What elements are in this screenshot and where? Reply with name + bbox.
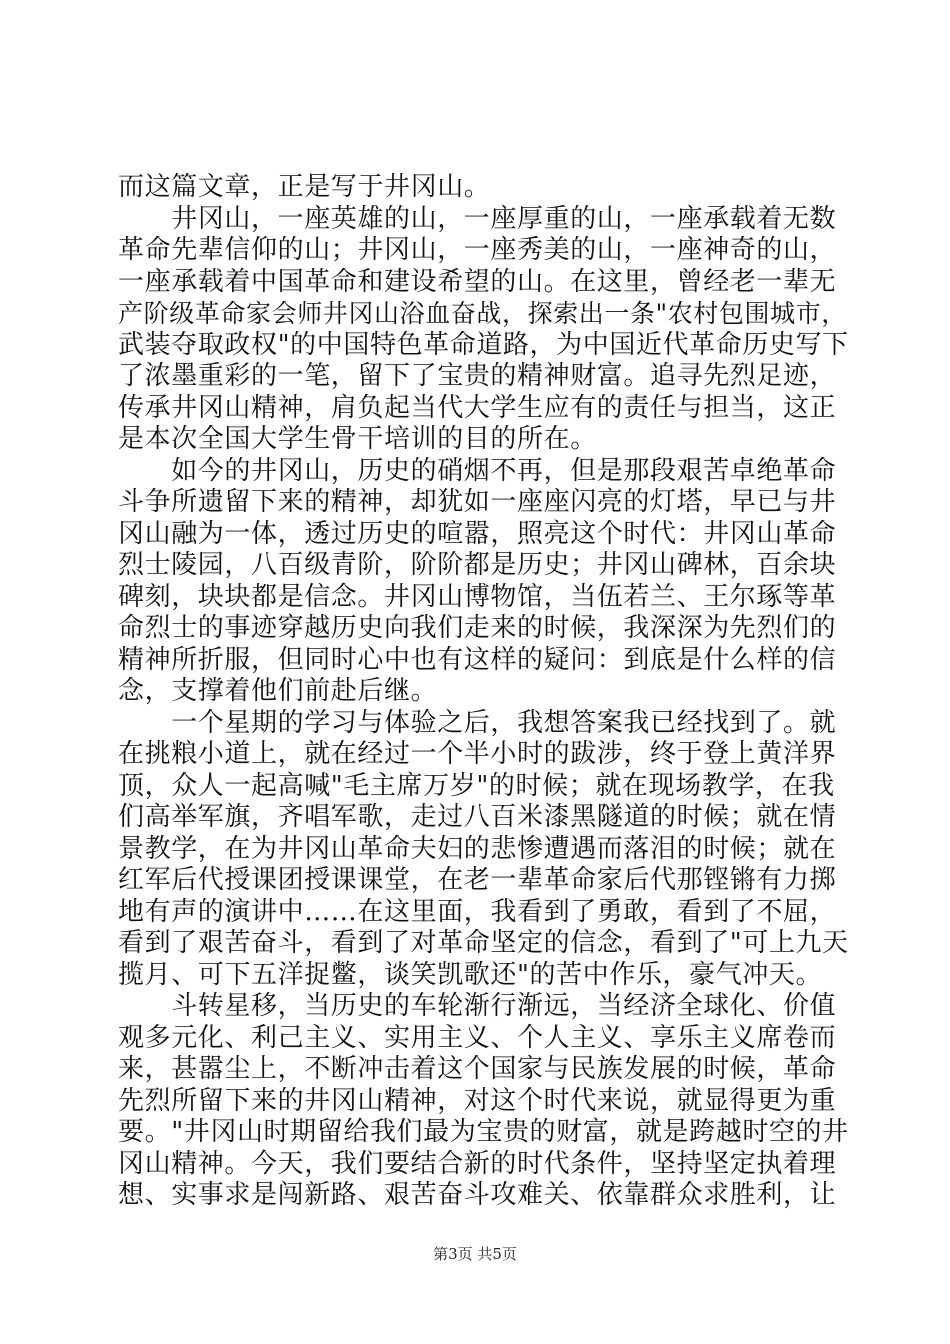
- text-line: 烈士陵园，八百级青阶，阶阶都是历史；井冈山碑林，百余块: [118, 550, 837, 580]
- text-line: 红军后代授课团授课课堂，在老一辈革命家后代那铿锵有力掷: [118, 865, 837, 895]
- text-line: 斗转星移，当历史的车轮渐行渐远，当经济全球化、价值: [118, 991, 837, 1021]
- text-line: 来，甚嚣尘上，不断冲击着这个国家与民族发展的时候，革命: [118, 1054, 837, 1084]
- text-line: 精神所折服，但同时心中也有这样的疑问：到底是什么样的信: [118, 644, 837, 675]
- text-line: 冈山融为一体，透过历史的喧嚣，照亮这个时代：井冈山革命: [118, 518, 837, 549]
- text-line: 命烈士的事迹穿越历史向我们走来的时候，我深深为先烈们的: [118, 613, 837, 643]
- text-line: 革命先辈信仰的山；井冈山，一座秀美的山，一座神奇的山，: [118, 235, 837, 265]
- text-line: 地有声的演讲中……在这里面，我看到了勇敢，看到了不屈，: [118, 896, 837, 927]
- text-line: 了浓墨重彩的一笔，留下了宝贵的精神财富。追寻先烈足迹，: [118, 361, 837, 391]
- text-line: 武装夺取政权"的中国特色革命道路，为中国近代革命历史写下: [118, 329, 849, 360]
- text-line: 井冈山，一座英雄的山，一座厚重的山，一座承载着无数: [118, 203, 837, 234]
- text-line: 是本次全国大学生骨干培训的目的所在。: [118, 424, 597, 454]
- text-line: 观多元化、利己主义、实用主义、个人主义、享乐主义席卷而: [118, 1022, 837, 1053]
- text-line: 一个星期的学习与体验之后，我想答案我已经找到了。就: [118, 707, 837, 738]
- text-line: 碑刻，块块都是信念。井冈山博物馆，当伍若兰、王尔琢等革: [118, 581, 837, 612]
- text-line: 先烈所留下来的井冈山精神，对这个时代来说，就显得更为重: [118, 1085, 837, 1116]
- text-line: 要。"井冈山时期留给我们最为宝贵的财富，就是跨越时空的井: [118, 1117, 849, 1147]
- text-line: 斗争所遗留下来的精神，却犹如一座座闪亮的灯塔，早已与井: [118, 487, 837, 517]
- text-line: 传承井冈山精神，肩负起当代大学生应有的责任与担当，这正: [118, 392, 837, 423]
- text-line: 如今的井冈山，历史的硝烟不再，但是那段艰苦卓绝革命: [118, 455, 837, 486]
- text-line: 顶，众人一起高喊"毛主席万岁"的时候；就在现场教学，在我: [118, 770, 835, 801]
- text-line: 景教学，在为井冈山革命夫妇的悲惨遭遇而落泪的时候；就在: [118, 833, 837, 864]
- text-line: 念，支撑着他们前赴后继。: [118, 676, 438, 706]
- text-line: 看到了艰苦奋斗，看到了对革命坚定的信念，看到了"可上九天: [118, 928, 849, 958]
- text-line: 想、实事求是闯新路、艰苦奋斗攻难关、依靠群众求胜利，让: [118, 1180, 837, 1210]
- text-line: 冈山精神。今天，我们要结合新的时代条件，坚持坚定执着理: [118, 1148, 837, 1179]
- article-body: [118, 172, 849, 1212]
- text-line: 产阶级革命家会师井冈山浴血奋战，探索出一条"农村包围城市，: [118, 299, 847, 328]
- text-line: 而这篇文章，正是写于井冈山。: [118, 172, 491, 202]
- page-number-footer: 第3页 共5页: [433, 1245, 517, 1263]
- text-line: 一座承载着中国革命和建设希望的山。在这里，曾经老一辈无: [118, 266, 837, 297]
- text-line: 揽月、可下五洋捉鳖，谈笑凯歌还"的苦中作乐，豪气冲天。: [118, 959, 823, 990]
- text-line: 们高举军旗，齐唱军歌，走过八百米漆黑隧道的时候；就在情: [118, 802, 837, 832]
- text-line: 在挑粮小道上，就在经过一个半小时的跋涉，终于登上黄洋界: [118, 739, 837, 769]
